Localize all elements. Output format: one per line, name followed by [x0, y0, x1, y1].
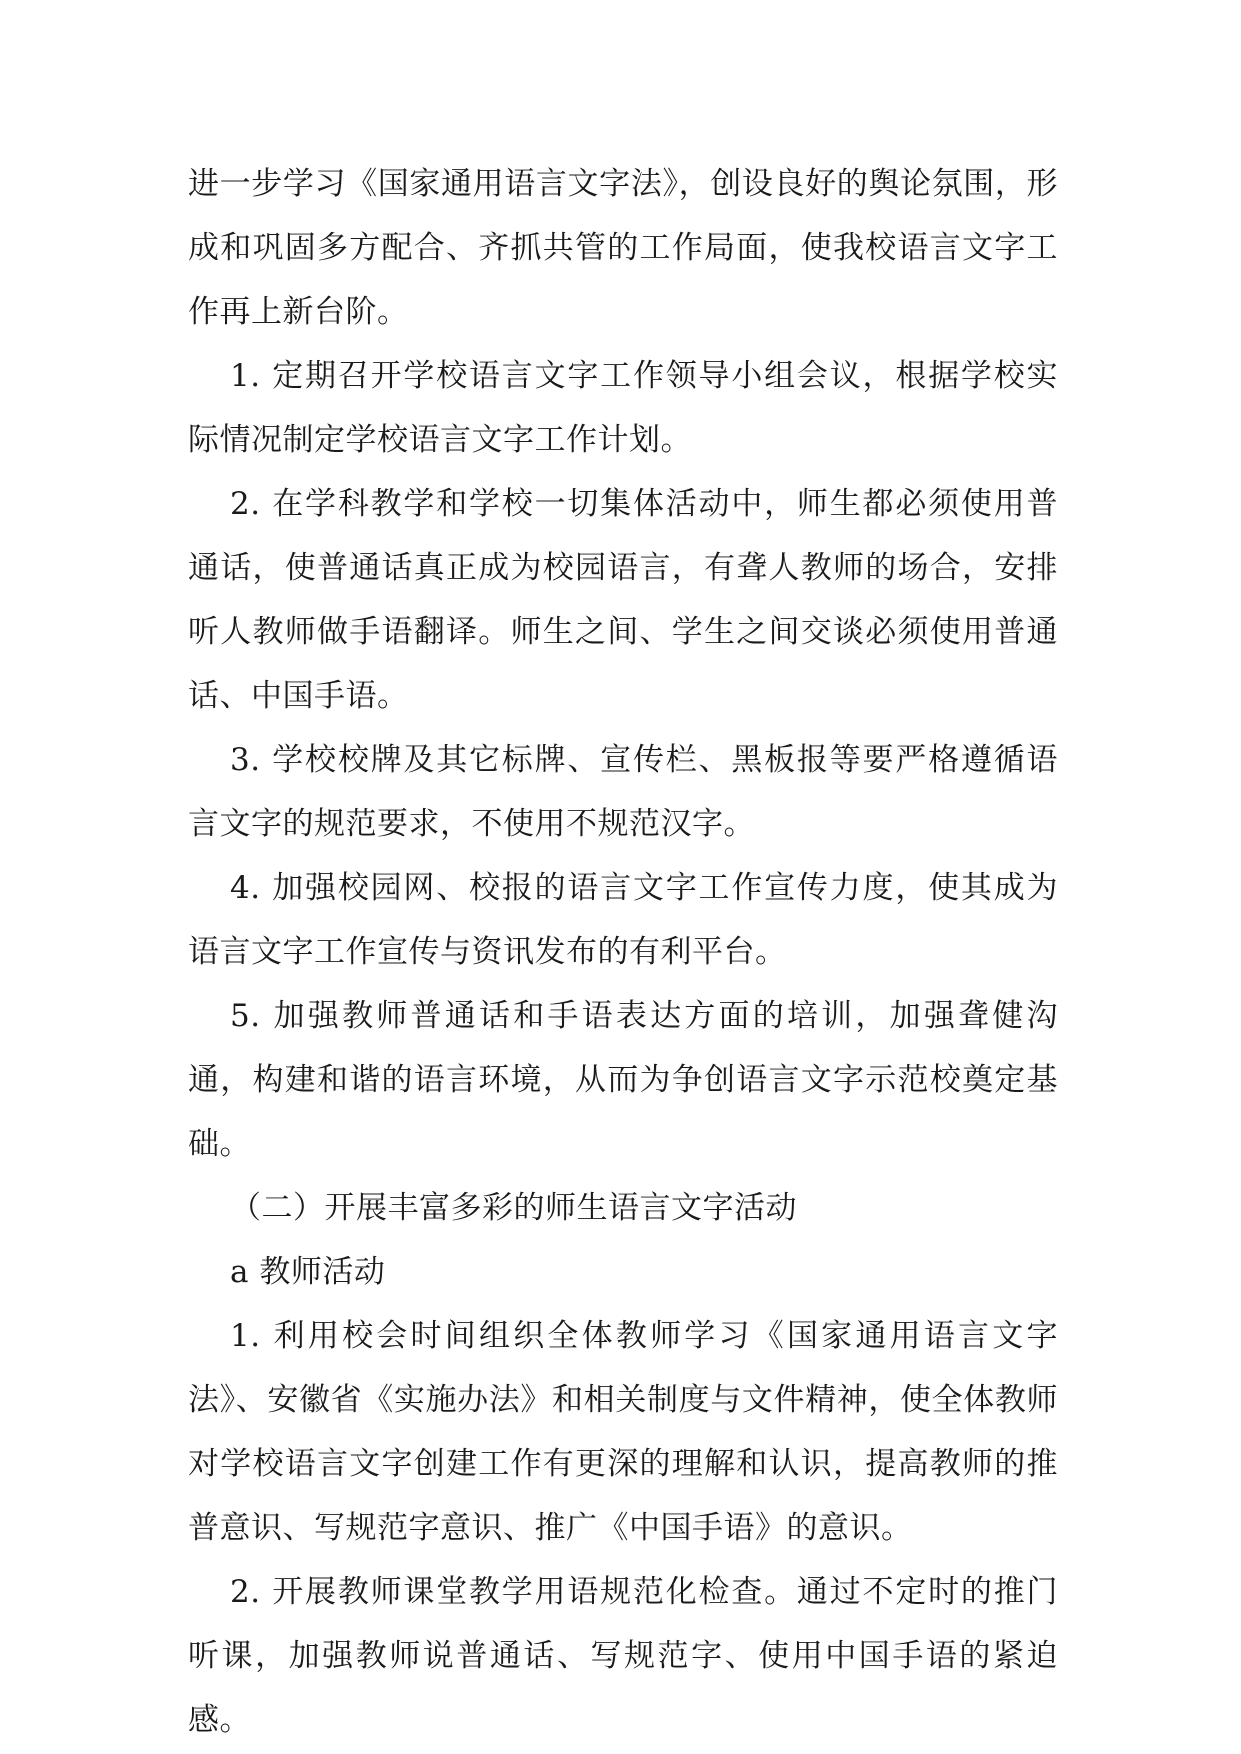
paragraph-item-1: 1. 定期召开学校语言文字工作领导小组会议，根据学校实际情况制定学校语言文字工作计划。	[188, 358, 1058, 458]
paragraph-teacher-2: 2. 开展教师课堂教学用语规范化检查。通过不定时的推门听课，加强教师说普通话、写规范字、使用中国手语的紧迫感。	[188, 1574, 1058, 1738]
paragraph-item-3: 3. 学校校牌及其它标牌、宣传栏、黑板报等要严格遵循语言文字的规范要求，不使用不规范汉字。	[188, 742, 1058, 842]
paragraph-item-5: 5. 加强教师普通话和手语表达方面的培训，加强聋健沟通，构建和谐的语言环境，从而为争创语言文字示范校奠定基础。	[188, 998, 1058, 1162]
paragraph-item-4: 4. 加强校园网、校报的语言文字工作宣传力度，使其成为语言文字工作宣传与资讯发布的有利平台。	[188, 870, 1058, 970]
paragraph-intro: 进一步学习《国家通用语言文字法》，创设良好的舆论氛围，形成和巩固多方配合、齐抓共管的工作局面，使我校语言文字工作再上新台阶。	[188, 166, 1058, 330]
section-heading: （二）开展丰富多彩的师生语言文字活动	[230, 1190, 797, 1226]
paragraph-teacher-1: 1. 利用校会时间组织全体教师学习《国家通用语言文字法》、安徽省《实施办法》和相关制度与文件精神，使全体教师对学校语言文字创建工作有更深的理解和认识，提高教师的推普意识、写规范字意识、推广《中国手语》的意识。	[188, 1318, 1058, 1546]
document-body	[188, 152, 1058, 1752]
subsection-heading: a 教师活动	[230, 1254, 386, 1290]
paragraph-item-2: 2. 在学科教学和学校一切集体活动中，师生都必须使用普通话，使普通话真正成为校园语言，有聋人教师的场合，安排听人教师做手语翻译。师生之间、学生之间交谈必须使用普通话、中国手语。	[188, 486, 1058, 714]
